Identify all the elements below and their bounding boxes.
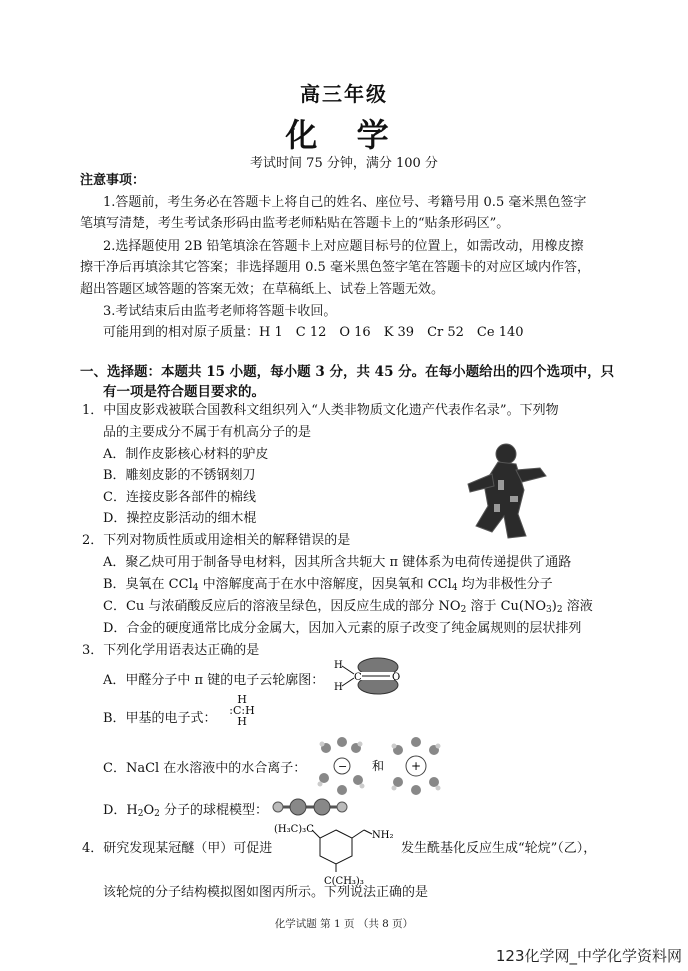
q3-option-c: C．NaCl 在水溶液中的水合离子：: [103, 761, 307, 776]
struct-bottom-group: C(CH₃)₃: [324, 876, 364, 886]
note-2b: 擦干净后再填涂其它答案；非选择题用 0.5 毫米黑色签字笔在答题卡的对应区域内作答，: [80, 260, 590, 275]
q3-stem: 3．下列化学用语表达正确的是: [82, 643, 260, 658]
exam-info: 考试时间 75 分钟，满分 100 分: [250, 156, 438, 171]
grade-title: 高三年级: [300, 82, 388, 106]
fig-a-h1: H: [334, 660, 343, 671]
struct-amine: NH₂: [372, 830, 394, 841]
notes-title: 注意事项：: [80, 173, 146, 188]
hydrated-cation: [392, 737, 441, 795]
crown-ether-substrate-structure: [272, 816, 402, 886]
note-2a: 2.选择题使用 2B 铅笔填涂在答题卡上对应题目标号的位置上，如需改动，用橡皮擦: [103, 239, 584, 254]
cation-sign: +: [411, 759, 422, 773]
q3-option-b: B．甲基的电子式：: [103, 711, 217, 726]
h2o2-ball-stick-model: [270, 796, 350, 818]
fig-a-h2: H: [334, 682, 343, 693]
section-1-heading-2: 有一项是符合题目要求的。: [103, 384, 265, 400]
q4-stem-2: 发生酰基化反应生成“轮烷”（乙），: [401, 841, 597, 856]
fig-a-o: O: [392, 672, 401, 683]
hydrated-ions-figure: [312, 736, 442, 796]
watermark: 123化学网_中学化学资料网: [495, 947, 682, 965]
and-label: 和: [372, 759, 385, 773]
formaldehyde-pi-bond-figure: [330, 654, 410, 698]
q2-option-a: A．聚乙炔可用于制备导电材料，因其所含共轭大 π 键体系为电荷传递提供了通路: [103, 555, 572, 570]
shadow-puppet-image: [458, 440, 558, 540]
note-1b: 笔填写清楚，考生考试条形码由监考老师粘贴在答题卡上的“贴条形码区”。: [80, 216, 510, 231]
note-3: 3.考试结束后由监考老师将答题卡收回。: [103, 304, 337, 319]
methyl-middle: :C:H: [229, 704, 255, 717]
struct-left-group: (H₃C)₃C: [274, 824, 314, 835]
methyl-bottom-h: H: [237, 715, 247, 728]
note-1a: 1.答题前，考生务必在答题卡上将自己的姓名、座位号、考籍号用 0.5 毫米黑色签字: [103, 195, 587, 210]
q1-option-a: A．制作皮影核心材料的驴皮: [103, 447, 269, 462]
q1-stem: 1．中国皮影戏被联合国教科文组织列入“人类非物质文化遗产代表作名录”。下列物: [82, 403, 559, 418]
section-1-heading: 一、选择题：本题共 15 小题，每小题 3 分，共 45 分。在每小题给出的四个选项中，只: [80, 364, 615, 380]
q2-option-c: C．Cu 与浓硝酸反应后的溶液呈绿色，因反应生成的部分 $NO_2$ 溶于 $Cu(NO_3)_2$ 溶液: [103, 599, 593, 615]
methyl-top-h: H: [237, 693, 247, 706]
q4-stem: 4．研究发现某冠醚（甲）可促进: [82, 841, 273, 856]
subject-title: 化 学: [285, 116, 403, 154]
methyl-electron-formula: [224, 694, 260, 727]
q4-stem-3: 该轮烷的分子结构模拟图如图丙所示。下列说法正确的是: [103, 885, 429, 900]
atomic-masses: 可能用到的相对原子质量：H 1 C 12 O 16 K 39 Cr 52 Ce 140: [103, 325, 524, 340]
q1-option-d: D．操控皮影活动的细木棍: [103, 511, 257, 526]
hydrated-anion: [318, 737, 365, 795]
q3-option-d: D．$H_2O_2$ 分子的球棍模型：: [103, 803, 269, 819]
q2-stem: 2．下列对物质性质或用途相关的解释错误的是: [82, 533, 351, 548]
q1-stem-2: 品的主要成分不属于有机高分子的是: [103, 425, 312, 440]
fig-a-c: C: [354, 672, 362, 683]
note-2c: 超出答题区域答题的答案无效；在草稿纸上、试卷上答题无效。: [80, 282, 445, 297]
page-footer: 化学试题 第 1 页 （共 8 页）: [274, 918, 414, 930]
q3-option-a: A．甲醛分子中 π 键的电子云轮廓图：: [103, 673, 325, 688]
q2-option-b: B．臭氧在 CCl$_4$ 中溶解度高于在水中溶解度，因臭氧和 CCl$_4$ 均为非极性分子: [103, 577, 553, 593]
q1-option-c: C．连接皮影各部件的棉线: [103, 490, 256, 505]
q1-option-b: B．雕刻皮影的不锈钢刻刀: [103, 468, 256, 483]
q2-option-d: D．合金的硬度通常比成分金属大，因加入元素的原子改变了纯金属规则的层状排列: [103, 621, 582, 636]
anion-sign: −: [338, 760, 348, 773]
